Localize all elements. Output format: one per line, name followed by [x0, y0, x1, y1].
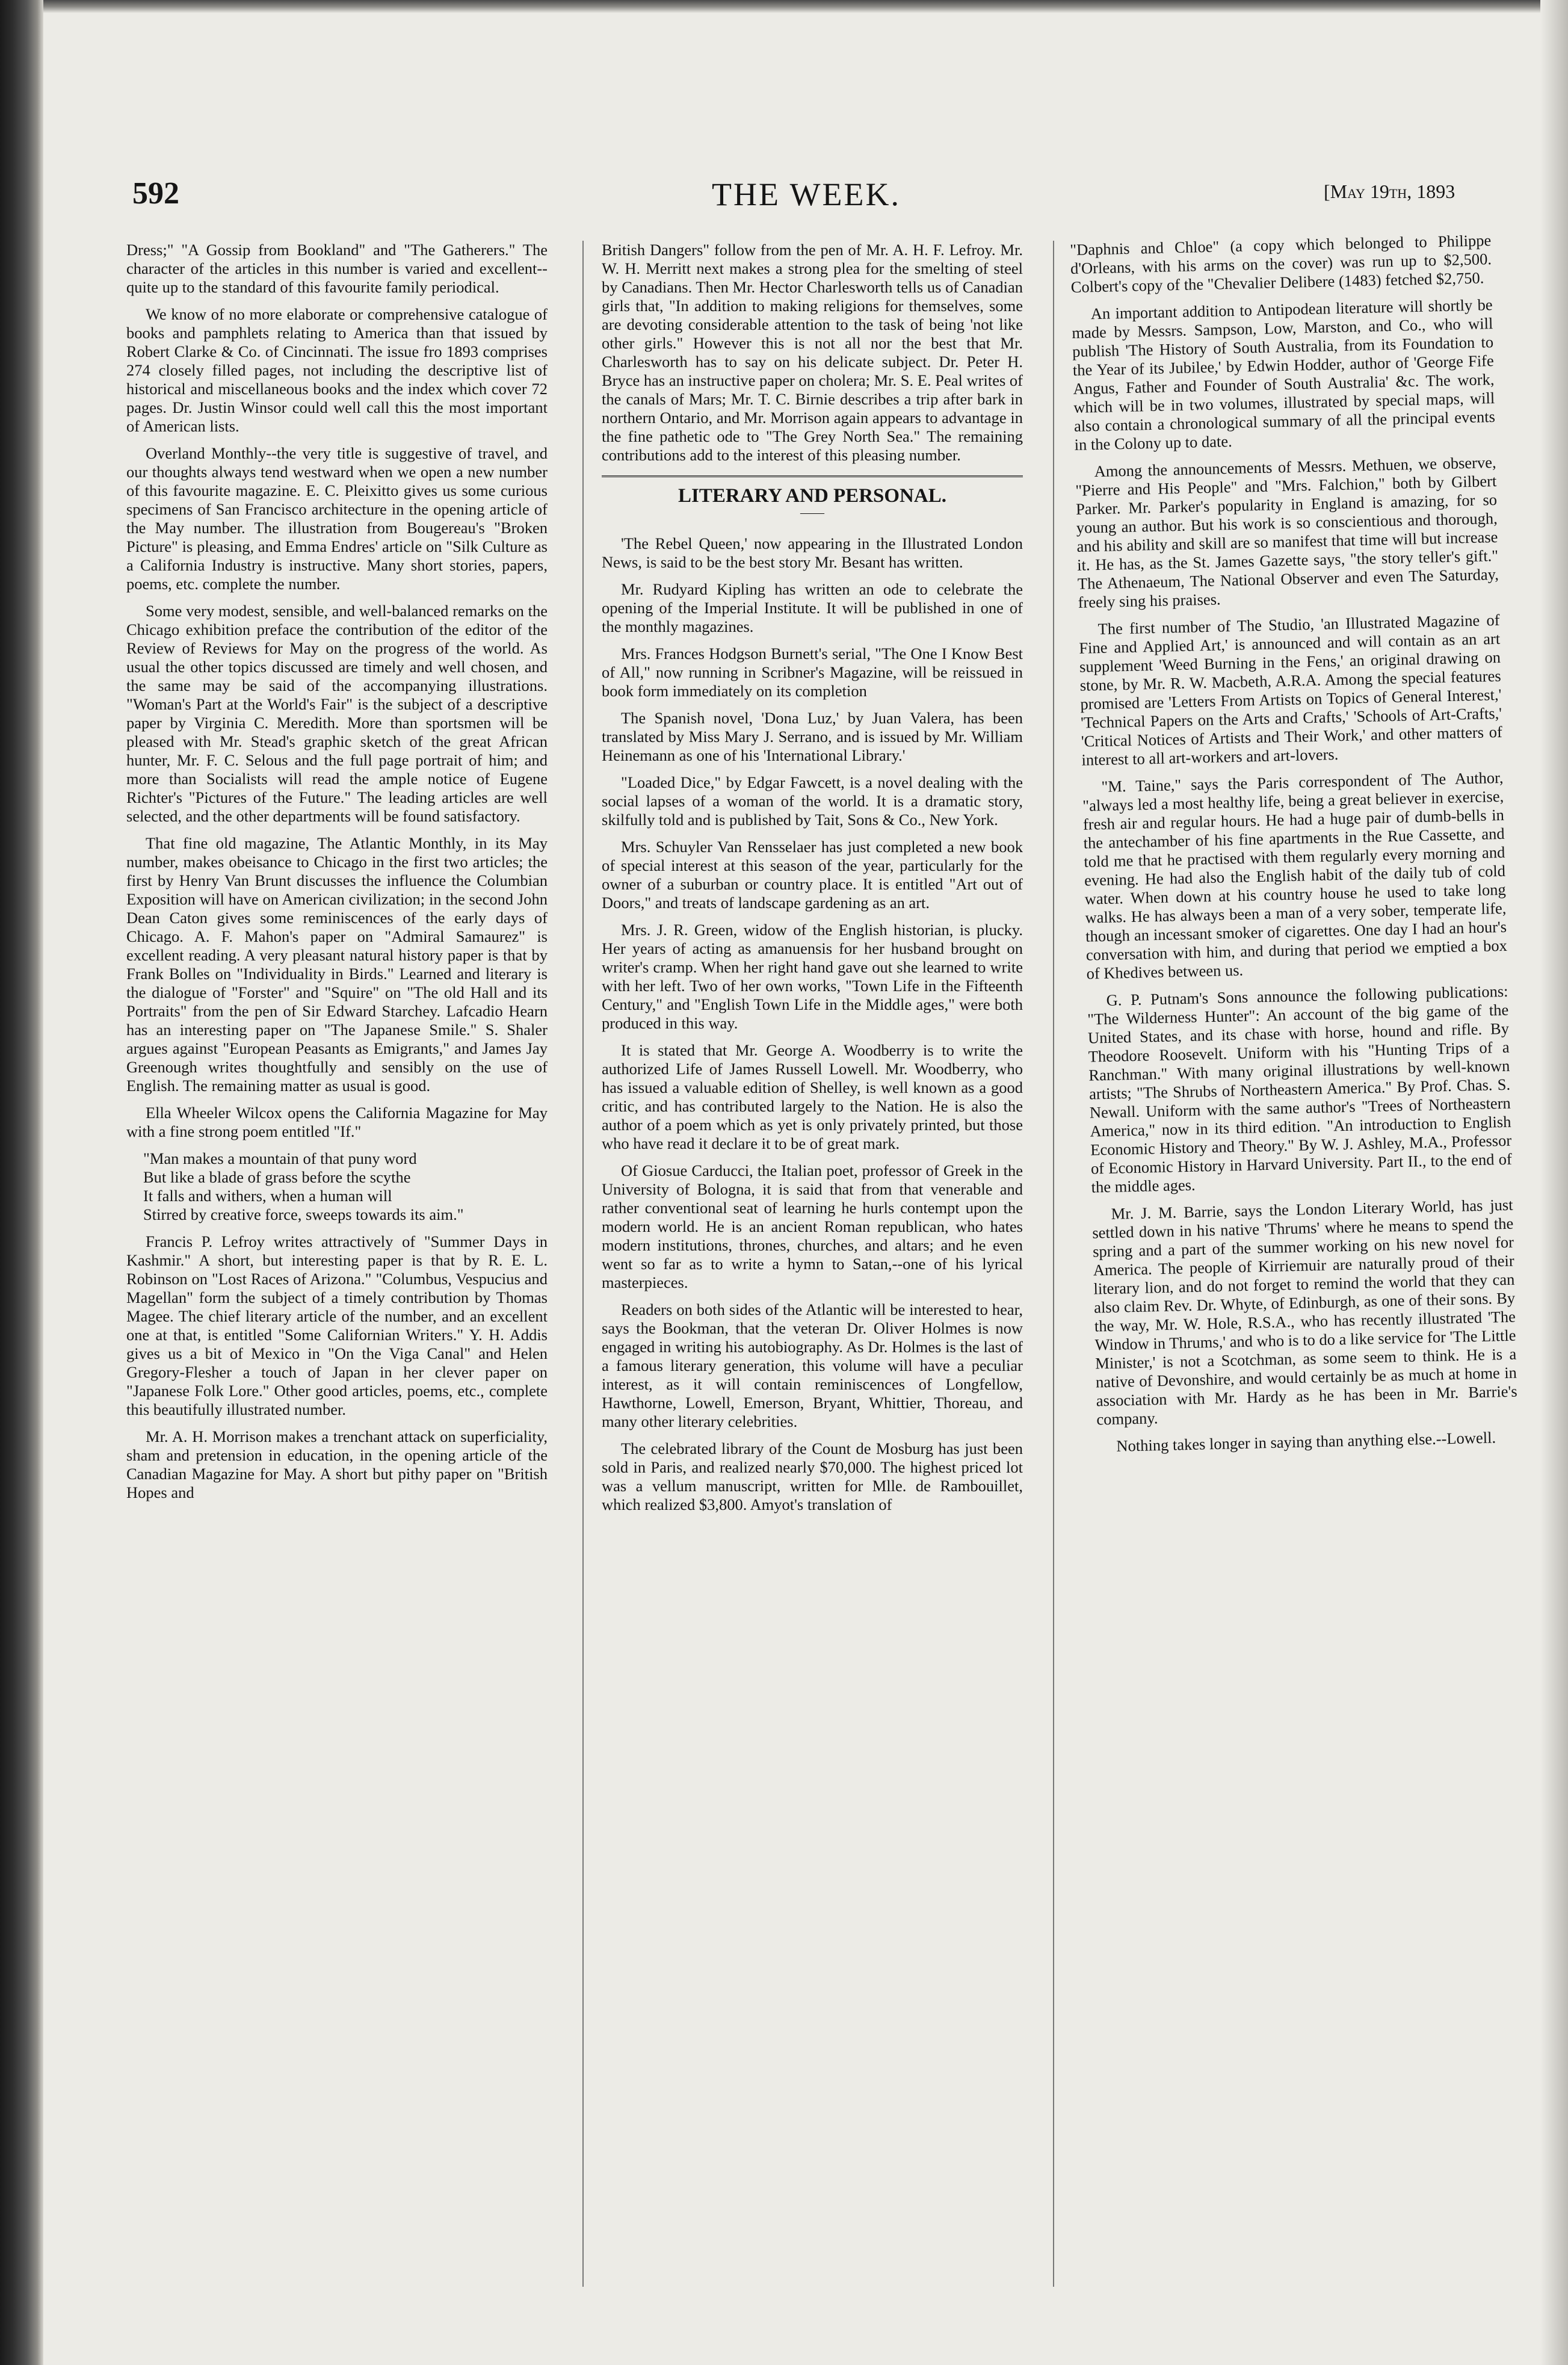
page-top-edge	[43, 0, 1568, 13]
column-divider	[582, 241, 584, 2287]
article-paragraph: Mr. Rudyard Kipling has written an ode to celebrate the opening of the Imperial Institute. It will be published in one of the monthly magazines.	[602, 580, 1023, 635]
article-paragraph: "Daphnis and Chloe" (a copy which belonged to Philippe d'Orleans, with his arms on the cover) was run up to $2,500. Colbert's copy of the "Chevalier Delibere (1483) fetched $2,750.	[1070, 231, 1492, 296]
article-paragraph: It is stated that Mr. George A. Woodberry is to write the authorized Life of James Russell Lowell. Mr. Woodberry, who has issued a valuable edition of Shelley, is well known as a good critic, and has contributed largely to the Nation. He is also the author of a poem which as yet is only privately printed, but those who have read it declare it to be of great mark.	[602, 1041, 1023, 1152]
article-paragraph: Mrs. Frances Hodgson Burnett's serial, "The One I Know Best of All," now running in Scribner's Magazine, will be reissued in book form immediately on its completion	[602, 645, 1023, 700]
article-paragraph: The first number of The Studio, 'an Illustrated Magazine of Fine and Applied Art,' is announced and will contain as an art supplement 'Weed Burning in the Fens,' an original drawing on stone, by Mr. R. W. Macbeth, A.R.A. Among the special features promised are 'Letters From Artists on Topics of General Interest,' 'Technical Papers on the Arts and Crafts,' 'Schools of Art-Crafts,' 'Critical Notices of Artists and Their Work,' and other matters of interest to all art-workers and art-lovers.	[1079, 610, 1503, 769]
section-heading-text: LITERARY AND PERSONAL.	[678, 485, 946, 507]
article-paragraph: G. P. Putnam's Sons announce the following publications: "The Wilderness Hunter": An account of the big game of the United States, and its chase with horse, hound and rifle. By Theodore Roosevelt. Uniform with his "Hunting Trips of a Ranchman." With many original illustrations by well-known artists; "The Shrubs of Northeastern America." By Prof. Chas. S. Newall. Uniform with the same author's "Trees of Northeastern America," now in its third edition. "An introduction to English Economic History and Theory." By W. J. Ashley, M.A., Professor of Economic History in Harvard University. Part II., to the end of the middle ages.	[1087, 982, 1513, 1196]
article-paragraph: That fine old magazine, The Atlantic Monthly, in its May number, makes obeisance to Chicago in the first two articles; the first by Henry Van Brunt discusses the influence the Columbian Exposition will have on American civilization; in the second John Dean Caton gives some reminiscences of the early days of Chicago. A. F. Mahon's paper on "Admiral Samaurez" is excellent reading. A very pleasant natural history paper is that by Frank Bolles on "Individuality in Birds." Learned and literary is the dialogue of "Forster" and "Squire" on "The old Hall and its Portraits" from the pen of Sir Edward Starchey. Lafcadio Hearn has an interesting paper on "The Japanese Smile." S. Shaler argues against "European Peasants as Emigrants," and James Jay Greenough writes thoughtfully and sensibly on the use of English. The remaining matter as usual is good.	[126, 834, 548, 1095]
article-paragraph: Dress;" "A Gossip from Bookland" and "The Gatherers." The character of the articles in this number is varied and excellent--quite up to the standard of this favourite family periodical.	[126, 241, 548, 296]
poem-line: Stirred by creative force, sweeps towards its aim."	[143, 1205, 464, 1223]
article-paragraph: An important addition to Antipodean literature will shortly be made by Messrs. Sampson, Low, Marston, and Co., who will publish 'The History of South Australia, from its Foundation to the Year of its Jubilee,' by Edwin Hodder, author of 'George Fife Angus, Father and Founder of South Australia' &c. The work, which will be in two volumes, illustrated by special maps, will also contain a chronological summary of all the principal events in the Colony up to date.	[1072, 295, 1496, 454]
poem-line: But like a blade of grass before the scythe	[143, 1168, 411, 1186]
column-2	[602, 241, 1023, 1523]
issue-date: [May 19th, 1893	[1324, 181, 1455, 202]
article-paragraph: Mrs. J. R. Green, widow of the English historian, is plucky. Her years of acting as amanuensis for her husband brought on writer's cramp. When her right hand gave out she learned to write with her left. Two of her own works, "Town Life in the Fifteenth Century," and "English Town Life in the Middle ages," were both produced in this way.	[602, 921, 1023, 1032]
journal-title: THE WEEK.	[712, 176, 901, 212]
article-paragraph: Readers on both sides of the Atlantic will be interested to hear, says the Bookman, that the veteran Dr. Oliver Holmes is now engaged in writing his autobiography. As Dr. Holmes is the last of a famous literary generation, this volume will have a peculiar interest, as it will contain reminiscences of Longfellow, Hawthorne, Lowell, Emerson, Bryant, Whittier, Thoreau, and many other literary celebrities.	[602, 1300, 1023, 1430]
poem-line: "Man makes a mountain of that puny word	[143, 1149, 417, 1167]
article-paragraph: 'The Rebel Queen,' now appearing in the Illustrated London News, is said to be the best story Mr. Besant has written.	[602, 534, 1023, 571]
article-paragraph: The celebrated library of the Count de Mosburg has just been sold in Paris, and realized nearly $70,000. The highest priced lot was a vellum manuscript, written for Mlle. de Rambouillet, which realized $3,800. Amyot's translation of	[602, 1439, 1023, 1513]
article-paragraph: "M. Taine," says the Paris correspondent of The Author, "always led a most healthy life, being a great believer in exercise, fresh air and regular hours. He had a huge pair of dumb-bells in the antechamber of his fine apartments in the Rue Cassette, and told me that he practised with them regularly every morning and evening. He had also the English habit of the daily tub of cold water. When down at his country house he used to take long walks. He has always been a man of a very sober, temperate life, though an incessant smoker of cigarettes. One day I had an hour's conversation with him, and during that period we emptied a box of Khedives between us.	[1082, 768, 1508, 983]
column-1	[126, 241, 548, 1510]
article-paragraph: British Dangers" follow from the pen of Mr. A. H. F. Lefroy. Mr. W. H. Merritt next makes a strong plea for the smelting of steel by Canadians. Then Mr. Hector Charlesworth tells us of Canadian girls that, "In addition to making religions for themselves, some are devoting considerable attention to the task of being 'not like other girls." However this is not all nor the best that Mr. Charlesworth has to say on his delicate subject. Dr. Peter H. Bryce has an instructive paper on cholera; Mr. S. E. Peal writes of the canals of Mars; Mr. T. C. Birnie describes a trip after bark in northern Ontario, and Mr. Morrison again appears to advantage in the fine pathetic ode to "The Grey North Sea." The remaining contributions add to the interest of this pleasing number.	[602, 241, 1023, 464]
article-paragraph: Mrs. Schuyler Van Rensselaer has just completed a new book of special interest at this season of the year, particularly for the owner of a suburban or country place. It is entitled "Art out of Doors," and treats of landscape gardening as an art.	[602, 838, 1023, 912]
poem-line: It falls and withers, when a human will	[143, 1187, 392, 1205]
article-paragraph: Francis P. Lefroy writes attractively of "Summer Days in Kashmir." A short, but interesting paper is that by R. E. L. Robinson on "Lost Races of Arizona." "Columbus, Vespucius and Magellan" form the subject of a timely contribution by Thomas Magee. The chief literary article of the number, and an excellent one at that, is entitled "Some Californian Writers." Y. H. Addis gives us a bit of Mexico in "On the Viga Canal" and Helen Gregory-Flesher a touch of Japan in her clever paper on "Japanese Folk Lore." Other good articles, poems, etc., complete this beautifully illustrated number.	[126, 1232, 548, 1418]
article-paragraph: Of Giosue Carducci, the Italian poet, professor of Greek in the University of Bologna, it is said that from that venerable and rather conventional seat of learning he hurls contempt upon the modern world. He is an ancient Roman republican, who hates modern institutions, thrones, churches, and altars; and he even went so far as to write a hymn to Satan,--one of his lyrical masterpieces.	[602, 1161, 1023, 1291]
article-paragraph: The Spanish novel, 'Dona Luz,' by Juan Valera, has been translated by Miss Mary J. Serrano, and is issued by Mr. William Heinemann as one of his 'International Library.'	[602, 709, 1023, 764]
page-right-edge	[1540, 0, 1568, 2365]
poem-quote	[126, 1149, 548, 1224]
article-paragraph: Some very modest, sensible, and well-balanced remarks on the Chicago exhibition preface the contribution of the editor of the Review of Reviews for May on the progress of the world. As usual the other topics discussed are timely and well chosen, and the same may be said of the accompanying illustrations. "Woman's Part at the World's Fair" is the subject of a descriptive paper by Virginia C. Meredith. More than sportsmen will be pleased with Mr. Stead's graphic sketch of the great African hunter, Mr. F. C. Selous and the full page portrait of him; and more than Socialists will read the ample notice of Eugene Richter's "Pictures of the Future." The leading articles are well selected, and the other departments will be found satisfactory.	[126, 602, 548, 825]
article-paragraph: Among the announcements of Messrs. Methuen, we observe, "Pierre and His People" and "Mrs. Falchion," both by Gilbert Parker. Mr. Parker's popularity in England is amazing, for so young an author. But his work is so conscientious and thorough, and his ability and skill are so manifest that time will but increase it. He has, as the St. James Gazette says, "the story teller's gift." The Athenaeum, The National Observer and even The Saturday, freely sing his praises.	[1075, 453, 1499, 611]
column-3	[1070, 231, 1519, 1464]
article-paragraph: Overland Monthly--the very title is suggestive of travel, and our thoughts always tend westward when we open a new number of this favourite magazine. E. C. Pleixitto gives us some curious specimens of San Francisco architecture in the opening article of the May number. The illustration from Bougereau's "Broken Picture" is pleasing, and Emma Endres' article on "Silk Culture as a California Industry is instructive. Many short stories, papers, poems, etc. complete the number.	[126, 444, 548, 593]
section-heading	[602, 475, 1023, 520]
heading-ornament: ——	[800, 506, 824, 519]
article-paragraph: Ella Wheeler Wilcox opens the California Magazine for May with a fine strong poem entitled "If."	[126, 1104, 548, 1140]
article-paragraph: Nothing takes longer in saying than anything else.--Lowell.	[1116, 1428, 1496, 1455]
article-paragraph: Mr. A. H. Morrison makes a trenchant attack on superficiality, sham and pretension in education, in the opening article of the Canadian Magazine for May. A short but pithy paper on "British Hopes and	[126, 1427, 548, 1501]
page-number: 592	[132, 176, 179, 211]
article-paragraph: "Loaded Dice," by Edgar Fawcett, is a novel dealing with the social lapses of a woman of the world. It is a dramatic story, skilfully told and is published by Tait, Sons & Co., New York.	[602, 773, 1023, 829]
article-paragraph: Mr. J. M. Barrie, says the London Literary World, has just settled down in his native 'Thrums' where he means to spend the spring and a part of the summer working on his new novel for America. The people of Kirriemuir are naturally proud of their literary lion, and do not forget to remind the world that they can also claim Rev. Dr. Whyte, of Edinburgh, as one of their sons. By the way, Mr. W. Hole, R.S.A., who has recently illustrated 'The Window in Thrums,' and who is to do a like service for 'The Little Minister,' is not a Scotchman, as some seem to think. He is a native of Devonshire, and would certainly be as much at home in association with Mr. Hardy as he has been in Mr. Barrie's company.	[1092, 1195, 1517, 1429]
article-paragraph: We know of no more elaborate or comprehensive catalogue of books and pamphlets relating to America than that issued by Robert Clarke & Co. of Cincinnati. The issue fro 1893 comprises 274 closely filled pages, not including the descriptive list of historical and miscellaneous books and the index which cover 72 pages. Dr. Justin Winsor could well call this the most important of American lists.	[126, 305, 548, 435]
column-divider	[1053, 241, 1054, 2287]
binding-gutter	[0, 0, 43, 2365]
page-header	[0, 176, 1568, 224]
